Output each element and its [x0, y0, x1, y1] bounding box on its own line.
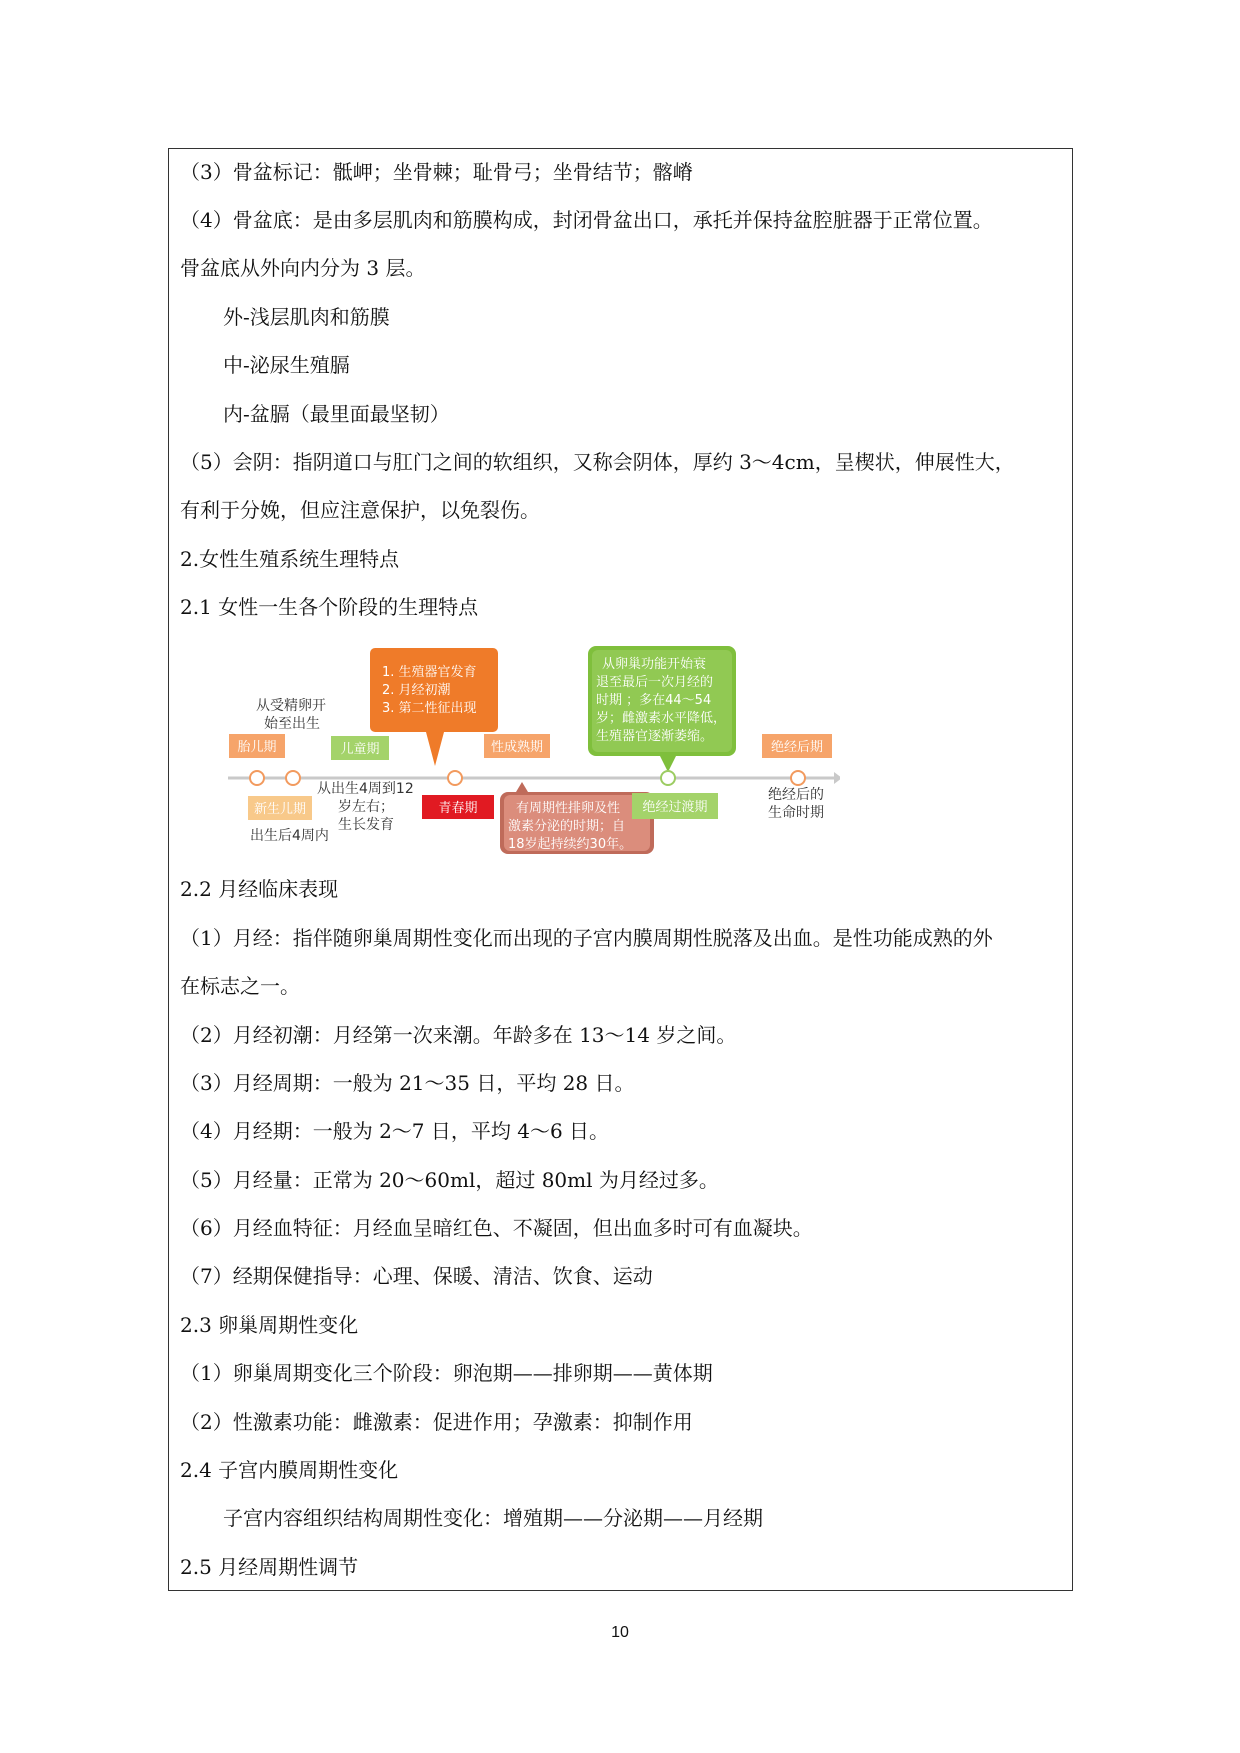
- text-line: （3）月经周期：一般为 21～35 日，平均 28 日。: [180, 1071, 635, 1095]
- text-line: （5）会阴：指阴道口与肛门之间的软组织，又称会阴体，厚约 3～4cm，呈楔状，伸展性大，: [180, 450, 1015, 474]
- text-line: 子宫内容组织结构周期性变化：增殖期——分泌期——月经期: [223, 1506, 763, 1530]
- fetal-label: 胎儿期: [237, 740, 277, 755]
- timeline-node: [661, 771, 675, 785]
- text-line: 有利于分娩，但应注意保护，以免裂伤。: [180, 498, 540, 522]
- puberty-box-text: 3. 第二性征出现: [382, 701, 477, 716]
- section-heading: 2.5 月经周期性调节: [180, 1555, 359, 1579]
- meno-label: 绝经过渡期: [642, 800, 708, 815]
- text-line: 内-盆膈（最里面最坚韧）: [223, 402, 450, 426]
- fetal-desc: 从受精卵开: [256, 698, 326, 714]
- child-label: 儿童期: [340, 742, 380, 757]
- text-line: （3）骨盆标记：骶岬；坐骨棘；耻骨弓；坐骨结节；髂嵴: [180, 160, 693, 184]
- post-label: 绝经后期: [770, 740, 824, 755]
- mature-desc: 有周期性排卵及性: [516, 801, 621, 816]
- mature-desc: 激素分泌的时期；自: [508, 819, 626, 834]
- child-desc: 从出生4周到12: [317, 781, 414, 797]
- text-line: （4）月经期：一般为 2～7 日，平均 4～6 日。: [180, 1119, 610, 1143]
- text-line: 中-泌尿生殖膈: [223, 353, 350, 377]
- timeline-node: [286, 771, 300, 785]
- puberty-box-text: 1. 生殖器官发育: [382, 665, 477, 680]
- meno-box-text: 退至最后一次月经的: [596, 675, 714, 690]
- section-heading: 2.3 卵巢周期性变化: [180, 1313, 359, 1337]
- section-heading: 2.4 子宫内膜周期性变化: [180, 1458, 399, 1482]
- meno-box-text: 从卵巢功能开始衰: [602, 657, 707, 672]
- puberty-label: 青春期: [438, 801, 478, 816]
- meno-box-pointer: [660, 756, 676, 772]
- life-stages-diagram: [220, 638, 840, 856]
- page-number: 10: [611, 1624, 629, 1641]
- timeline-node: [448, 771, 462, 785]
- section-heading: 2.2 月经临床表现: [180, 877, 339, 901]
- post-desc: 绝经后的: [768, 787, 824, 803]
- text-line: （2）性激素功能：雌激素：促进作用；孕激素：抑制作用: [180, 1410, 693, 1434]
- mature-desc: 18岁起持续约30年。: [508, 837, 633, 852]
- timeline-arrow: [834, 772, 840, 784]
- puberty-box-pointer: [426, 732, 444, 766]
- newborn-desc: 出生后4周内: [250, 828, 329, 844]
- timeline-node: [250, 771, 264, 785]
- text-line: 外-浅层肌肉和筋膜: [223, 305, 390, 329]
- puberty-box-text: 2. 月经初潮: [382, 683, 451, 698]
- child-desc: 岁左右；: [338, 799, 394, 815]
- meno-box-text: 岁；雌激素水平降低，: [596, 711, 727, 726]
- text-line: （1）卵巢周期变化三个阶段：卵泡期——排卵期——黄体期: [180, 1361, 713, 1385]
- section-heading: 2.1 女性一生各个阶段的生理特点: [180, 595, 479, 619]
- timeline-node: [791, 771, 805, 785]
- text-line: （6）月经血特征：月经血呈暗红色、不凝固，但出血多时可有血凝块。: [180, 1216, 813, 1240]
- fetal-desc: 始至出生: [264, 716, 320, 732]
- newborn-label: 新生儿期: [253, 802, 307, 817]
- post-desc: 生命时期: [768, 805, 824, 821]
- text-line: 骨盆底从外向内分为 3 层。: [180, 256, 426, 280]
- text-line: （2）月经初潮：月经第一次来潮。年龄多在 13～14 岁之间。: [180, 1023, 737, 1047]
- mature-label: 性成熟期: [490, 740, 544, 755]
- meno-box-text: 生殖器官逐渐萎缩。: [596, 729, 714, 744]
- mature-box-pointer: [516, 782, 528, 792]
- text-line: 在标志之一。: [180, 974, 300, 998]
- meno-box-text: 时期 ；多在44～54: [596, 693, 712, 708]
- text-line: （4）骨盆底：是由多层肌肉和筋膜构成，封闭骨盆出口，承托并保持盆腔脏器于正常位置。: [180, 208, 993, 232]
- text-line: （1）月经：指伴随卵巢周期性变化而出现的子宫内膜周期性脱落及出血。是性功能成熟的外: [180, 926, 993, 950]
- text-line: （5）月经量：正常为 20～60ml，超过 80ml 为月经过多。: [180, 1168, 719, 1192]
- text-line: （7）经期保健指导：心理、保暖、清洁、饮食、运动: [180, 1264, 653, 1288]
- section-heading: 2.女性生殖系统生理特点: [180, 547, 400, 571]
- child-desc: 生长发育: [338, 817, 394, 833]
